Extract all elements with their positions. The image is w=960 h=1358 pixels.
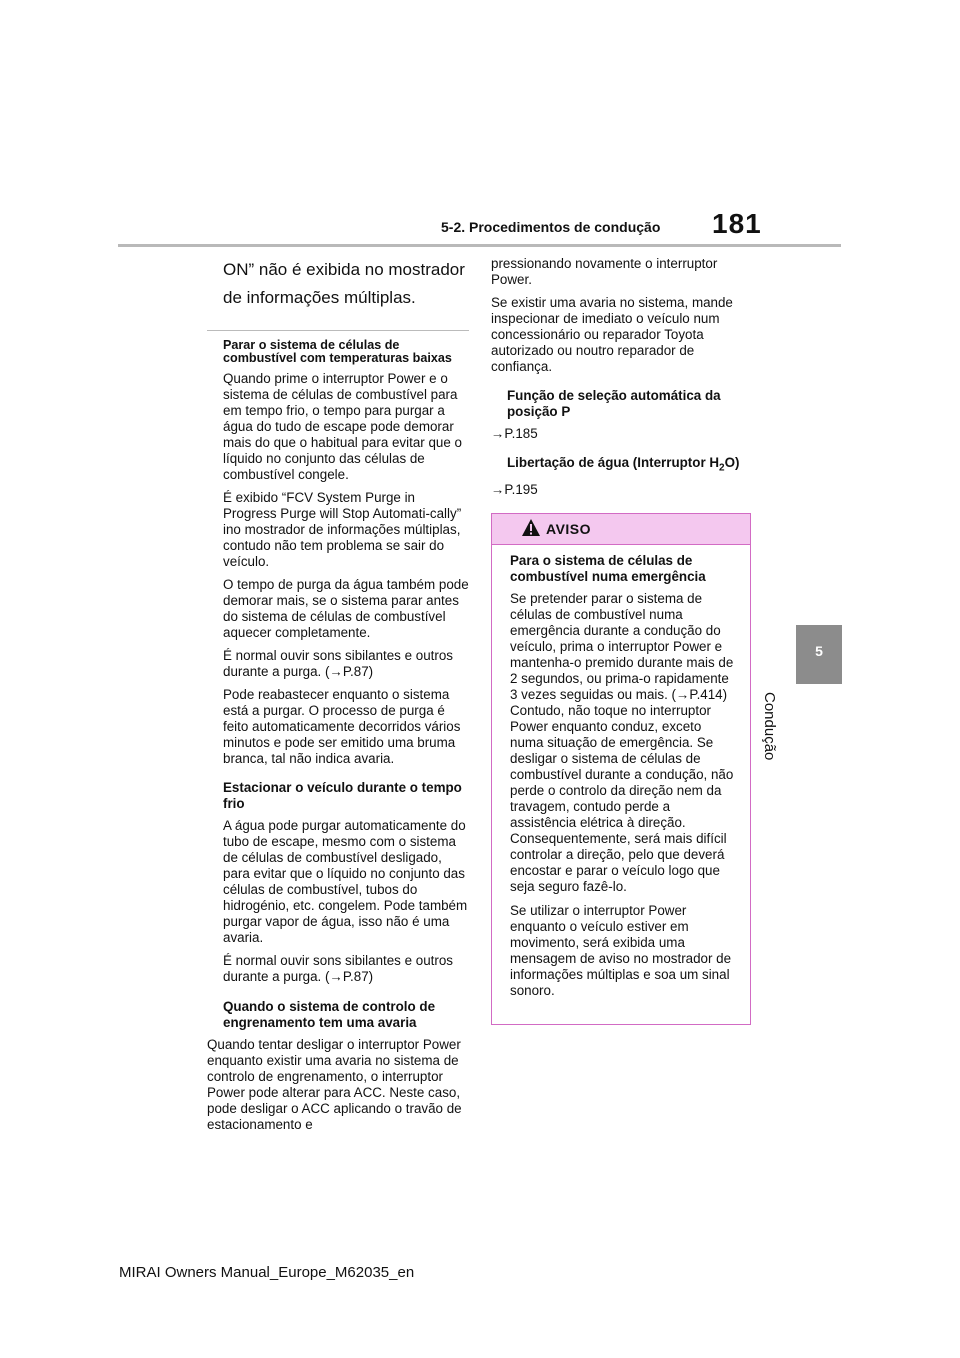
warning-title: AVISO <box>546 521 592 537</box>
paragraph: É exibido “FCV System Purge in Progress Purge will Stop Automati-cally” ino mostrador de informações múltiplas, contudo não tem problema se sair do veículo. <box>223 490 462 569</box>
page-reference: →P.195 <box>491 482 538 498</box>
continuation-text: ON” não é exibida no mostrador de informações múltiplas. <box>223 260 465 307</box>
paragraph: É normal ouvir sons sibilantes e outros durante a purga. (→P.87) <box>223 953 453 985</box>
heading-auto-p: Função de seleção automática da posição P <box>507 388 721 420</box>
heading-cold-stop: Parar o sistema de células de combustível com temperaturas baixas <box>223 338 452 365</box>
chapter-label-wrap <box>761 692 810 772</box>
footer-text: MIRAI Owners Manual_Europe_M62035_en <box>119 1264 415 1281</box>
subscript: 2 <box>719 462 725 474</box>
heading-water-release <box>507 455 751 477</box>
warning-paragraph: Se pretender parar o sistema de células de combustível numa emergência durante a condução do veículo, prima o interruptor Power e mantenha-o premido durante mais de 2 segundos, ou prima-o rapidamente 3 vezes seguidas ou mais. (→P.414) Contudo, não toque no interruptor Power enquanto conduz, exceto numa situação de emergência. Se desligar o sistema de células de combustível durante a condução, não perde o controlo da direção nem da travagem, contudo perde a assistência elétrica à direção. Consequentemente, será mais difícil controlar a direção, pelo que deverá encostar e parar o veículo logo que seja seguro fazê-lo. <box>510 591 734 894</box>
page-number: 181 <box>712 208 762 239</box>
header-rule <box>118 244 841 247</box>
warning-box <box>491 513 751 1025</box>
divider <box>207 330 469 331</box>
heading-text: O) <box>724 454 740 470</box>
paragraph: É normal ouvir sons sibilantes e outros durante a purga. (→P.87) <box>223 648 453 679</box>
chapter-label: Condução <box>761 692 778 761</box>
heading-shift-fault: Quando o sistema de controlo de engrenamento tem uma avaria <box>223 998 436 1030</box>
paragraph: Pode reabastecer enquanto o sistema está a purgar. O processo de purga é feito automaticamente decorridos vários minutos e pode ser emitido uma bruma branca, tal não indica avaria. <box>223 687 461 766</box>
left-column <box>207 256 469 1140</box>
paragraph: O tempo de purga da água também pode demorar mais, se o sistema parar antes do sistema de células de combustível aquecer completamente. <box>223 577 469 640</box>
warning-triangle-icon <box>522 519 540 536</box>
warning-header <box>492 514 750 545</box>
section-header: 5-2. Procedimentos de condução <box>441 219 661 235</box>
right-column <box>491 256 751 506</box>
warning-heading: Para o sistema de células de combustível numa emergência <box>510 553 706 584</box>
paragraph: Quando prime o interruptor Power e o sistema de células de combustível para em tempo frio, o tempo para purgar a água do tudo de escape pode demorar mais do que o habitual para evitar que o líquido no conjunto das células de combustível congele. <box>223 371 462 482</box>
warning-paragraph: Se utilizar o interruptor Power enquanto o veículo estiver em movimento, será exibida uma mensagem de aviso no mostrador de informações múltiplas e soa um sinal sonoro. <box>510 903 732 998</box>
paragraph: A água pode purgar automaticamente do tubo de escape, mesmo com o sistema de células de combustível desligado, para evitar que o líquido no conjunto das células de combustível, tubos do hidrogénio, etc. congelem. Pode também purgar vapor de água, isso não é uma avaria. <box>223 818 468 946</box>
paragraph: Se existir uma avaria no sistema, mande inspecionar de imediato o veículo num concessionário ou reparador Toyota autorizado ou noutro reparador de confiança. <box>491 295 733 374</box>
page-reference: →P.185 <box>491 426 538 442</box>
heading-cold-parking: Estacionar o veículo durante o tempo frio <box>223 780 462 812</box>
paragraph: pressionando novamente o interruptor Power. <box>491 256 718 287</box>
chapter-number: 5 <box>815 643 823 659</box>
heading-text: Libertação de água (Interruptor H <box>507 454 720 470</box>
paragraph: Quando tentar desligar o interruptor Power enquanto existir uma avaria no sistema de controlo de engrenamento, o interruptor Power pode alterar para ACC. Neste caso, pode desligar o ACC aplicando o travão de estacionamento e <box>207 1036 462 1132</box>
warning-body <box>492 545 750 999</box>
